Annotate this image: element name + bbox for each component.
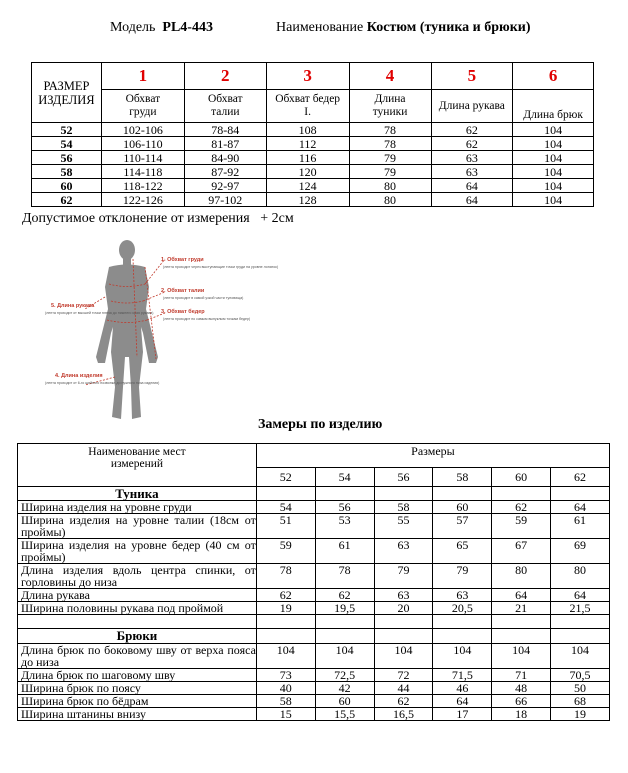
measurement-name: Ширина половины рукава под проймой <box>18 602 257 615</box>
col-num: 4 <box>349 63 431 90</box>
measurement-value: 16,5 <box>374 708 433 721</box>
measurement-value: 63 <box>374 539 433 564</box>
measurement-value: 73 <box>256 669 315 682</box>
measurement-value: 104 <box>433 644 492 669</box>
col-num: 3 <box>266 63 349 90</box>
size-cell: 60 <box>32 179 102 193</box>
col-label: Длина брюк <box>513 90 594 123</box>
measurement-value: 17 <box>433 708 492 721</box>
label-title: 1. Обхват груди <box>161 257 204 263</box>
empty-cell <box>315 487 374 501</box>
measurement-value: 64 <box>433 695 492 708</box>
name-value: Костюм (туника и брюки) <box>366 20 531 35</box>
tolerance-note <box>22 211 294 227</box>
value-cell: 114-118 <box>101 165 184 179</box>
empty-cell <box>18 615 257 629</box>
tolerance-value: + 2см <box>260 211 294 226</box>
value-cell: 62 <box>431 123 513 137</box>
col-label: Обхват груди <box>101 90 184 123</box>
model-label: Модель <box>110 20 156 35</box>
value-cell: 122-126 <box>101 193 184 207</box>
section-title: Брюки <box>18 629 257 644</box>
measurement-name: Ширина изделия на уровне бедер (40 см от проймы) <box>18 539 257 564</box>
measurement-value: 63 <box>374 589 433 602</box>
size-cell: 54 <box>32 137 102 151</box>
measurement-value: 60 <box>315 695 374 708</box>
measurement-row <box>18 682 610 695</box>
value-cell: 104 <box>513 179 594 193</box>
value-cell: 78-84 <box>184 123 266 137</box>
section-row <box>18 487 610 501</box>
empty-cell <box>551 487 610 501</box>
measurement-value: 48 <box>492 682 551 695</box>
col-num: 5 <box>431 63 513 90</box>
measurement-value: 59 <box>256 539 315 564</box>
value-cell: 120 <box>266 165 349 179</box>
name-line <box>276 20 531 36</box>
measurement-value: 71 <box>492 669 551 682</box>
measurement-value: 70,5 <box>551 669 610 682</box>
measurement-value: 50 <box>551 682 610 695</box>
measurement-value: 55 <box>374 514 433 539</box>
measurement-value: 44 <box>374 682 433 695</box>
value-cell: 84-90 <box>184 151 266 165</box>
measurement-value: 78 <box>315 564 374 589</box>
size-col-header: 62 <box>551 468 610 487</box>
sizes-header: Размеры <box>256 444 609 468</box>
measurement-value: 53 <box>315 514 374 539</box>
measurement-value: 62 <box>315 589 374 602</box>
measurement-value: 58 <box>374 501 433 514</box>
empty-cell <box>374 487 433 501</box>
size-table <box>31 62 594 207</box>
value-cell: 118-122 <box>101 179 184 193</box>
value-cell: 116 <box>266 151 349 165</box>
size-row <box>32 123 594 137</box>
size-table-label-row <box>32 90 594 123</box>
silhouette-icon <box>96 240 158 419</box>
measurement-value: 59 <box>492 514 551 539</box>
size-cell: 62 <box>32 193 102 207</box>
measurement-value: 67 <box>492 539 551 564</box>
size-cell: 56 <box>32 151 102 165</box>
measurement-name: Длина брюк по шаговому шву <box>18 669 257 682</box>
label-title: 2. Обхват талии <box>161 288 205 294</box>
empty-cell <box>315 615 374 629</box>
value-cell: 108 <box>266 123 349 137</box>
empty-cell <box>256 487 315 501</box>
size-col-header: 58 <box>433 468 492 487</box>
measurement-value: 104 <box>551 644 610 669</box>
measurement-value: 51 <box>256 514 315 539</box>
value-cell: 78 <box>349 137 431 151</box>
measurement-value: 46 <box>433 682 492 695</box>
measurement-value: 63 <box>433 589 492 602</box>
value-cell: 124 <box>266 179 349 193</box>
size-row <box>32 179 594 193</box>
size-cell: 52 <box>32 123 102 137</box>
body-measurement-figure <box>45 237 285 422</box>
section-row <box>18 629 610 644</box>
measurement-row <box>18 644 610 669</box>
measurement-value: 61 <box>551 514 610 539</box>
empty-cell <box>315 629 374 644</box>
size-col-header: 56 <box>374 468 433 487</box>
empty-cell <box>492 629 551 644</box>
value-cell: 64 <box>431 179 513 193</box>
measurement-value: 80 <box>551 564 610 589</box>
value-cell: 128 <box>266 193 349 207</box>
empty-cell <box>551 615 610 629</box>
col-num: 1 <box>101 63 184 90</box>
measurement-name: Ширина брюк по поясу <box>18 682 257 695</box>
measurement-value: 20 <box>374 602 433 615</box>
col-label: Обхват бедер I. <box>266 90 349 123</box>
meas-body <box>18 487 610 721</box>
measurement-value: 62 <box>256 589 315 602</box>
label-desc: (лента проходит через выступающие точки груди на уровне лопаток) <box>163 265 279 269</box>
measurement-name: Длина изделия вдоль центра спинки, от горловины до низа <box>18 564 257 589</box>
col-label: Длина рукава <box>431 90 513 123</box>
measurement-value: 57 <box>433 514 492 539</box>
measurement-value: 62 <box>374 695 433 708</box>
measurement-value: 20,5 <box>433 602 492 615</box>
empty-cell <box>433 629 492 644</box>
measurement-value: 104 <box>256 644 315 669</box>
measurement-value: 58 <box>256 695 315 708</box>
size-row <box>32 165 594 179</box>
measurement-row <box>18 564 610 589</box>
label-title: 5. Длина рукава <box>51 303 95 309</box>
measurement-value: 54 <box>256 501 315 514</box>
size-row <box>32 137 594 151</box>
measurement-value: 66 <box>492 695 551 708</box>
measurement-value: 21 <box>492 602 551 615</box>
measurement-value: 61 <box>315 539 374 564</box>
value-cell: 79 <box>349 151 431 165</box>
measurement-value: 18 <box>492 708 551 721</box>
value-cell: 64 <box>431 193 513 207</box>
measurement-value: 72,5 <box>315 669 374 682</box>
measurement-name: Длина рукава <box>18 589 257 602</box>
measurement-row <box>18 539 610 564</box>
value-cell: 87-92 <box>184 165 266 179</box>
value-cell: 79 <box>349 165 431 179</box>
measurement-value: 72 <box>374 669 433 682</box>
empty-cell <box>492 487 551 501</box>
measurement-value: 104 <box>315 644 374 669</box>
meas-header-row <box>18 444 610 468</box>
value-cell: 80 <box>349 179 431 193</box>
measurement-value: 79 <box>433 564 492 589</box>
measurement-name: Ширина брюк по бёдрам <box>18 695 257 708</box>
model-line <box>110 20 213 36</box>
model-value: PL4-443 <box>162 20 213 35</box>
measurement-value: 104 <box>374 644 433 669</box>
measurement-row <box>18 602 610 615</box>
empty-cell <box>433 615 492 629</box>
measurement-value: 56 <box>315 501 374 514</box>
value-cell: 104 <box>513 193 594 207</box>
figure-labels <box>45 256 278 385</box>
measurement-value: 64 <box>492 589 551 602</box>
tolerance-text: Допустимое отклонение от измерения <box>22 211 250 226</box>
col-num: 6 <box>513 63 594 90</box>
empty-cell <box>433 487 492 501</box>
size-row <box>32 193 594 207</box>
measurement-value: 42 <box>315 682 374 695</box>
value-cell: 62 <box>431 137 513 151</box>
measurement-row <box>18 695 610 708</box>
value-cell: 102-106 <box>101 123 184 137</box>
value-cell: 112 <box>266 137 349 151</box>
size-col-header: 60 <box>492 468 551 487</box>
measurement-name: Ширина изделия на уровне талии (18см от проймы) <box>18 514 257 539</box>
measurement-value: 71,5 <box>433 669 492 682</box>
empty-cell <box>256 615 315 629</box>
value-cell: 110-114 <box>101 151 184 165</box>
value-cell: 80 <box>349 193 431 207</box>
empty-cell <box>374 615 433 629</box>
measurement-value: 21,5 <box>551 602 610 615</box>
spacer-row <box>18 615 610 629</box>
measurement-value: 64 <box>551 501 610 514</box>
measurement-value: 80 <box>492 564 551 589</box>
measurement-row <box>18 708 610 721</box>
measurement-value: 62 <box>492 501 551 514</box>
value-cell: 104 <box>513 151 594 165</box>
measurement-value: 79 <box>374 564 433 589</box>
value-cell: 81-87 <box>184 137 266 151</box>
measurement-value: 19 <box>256 602 315 615</box>
empty-cell <box>492 615 551 629</box>
measurement-value: 15,5 <box>315 708 374 721</box>
measurement-value: 60 <box>433 501 492 514</box>
measurement-name: Ширина изделия на уровне груди <box>18 501 257 514</box>
col-num: 2 <box>184 63 266 90</box>
measurement-value: 78 <box>256 564 315 589</box>
col-label: Длина туники <box>349 90 431 123</box>
value-cell: 78 <box>349 123 431 137</box>
size-col-header: 52 <box>256 468 315 487</box>
value-cell: 104 <box>513 137 594 151</box>
measurement-value: 68 <box>551 695 610 708</box>
size-table-body <box>32 123 594 207</box>
measurement-value: 104 <box>492 644 551 669</box>
measurement-row <box>18 514 610 539</box>
size-col-header: 54 <box>315 468 374 487</box>
measurements-table <box>17 443 610 721</box>
measurement-name: Ширина штанины внизу <box>18 708 257 721</box>
name-header: Наименование мест измерений <box>18 444 257 487</box>
size-header: РАЗМЕР ИЗДЕЛИЯ <box>32 63 102 123</box>
size-row <box>32 151 594 165</box>
value-cell: 106-110 <box>101 137 184 151</box>
measurement-value: 19 <box>551 708 610 721</box>
empty-cell <box>374 629 433 644</box>
measurement-value: 40 <box>256 682 315 695</box>
value-cell: 92-97 <box>184 179 266 193</box>
size-table-num-row <box>32 63 594 90</box>
value-cell: 104 <box>513 123 594 137</box>
value-cell: 97-102 <box>184 193 266 207</box>
value-cell: 63 <box>431 151 513 165</box>
empty-cell <box>551 629 610 644</box>
measurement-name: Длина брюк по боковому шву от верха пояса до низа <box>18 644 257 669</box>
measurement-value: 69 <box>551 539 610 564</box>
measurement-value: 65 <box>433 539 492 564</box>
section-title: Туника <box>18 487 257 501</box>
measurement-value: 19,5 <box>315 602 374 615</box>
col-label: Обхват талии <box>184 90 266 123</box>
label-title: 4. Длина изделия <box>55 373 103 379</box>
measurement-row <box>18 589 610 602</box>
label-desc: (лента проходит от высшей точки плеча до нижнего края рукава) <box>45 311 154 315</box>
label-desc: (лента проходит по самым выпуклым точкам бедер) <box>163 317 251 321</box>
value-cell: 104 <box>513 165 594 179</box>
label-desc: (лента проходит в самой узкой части туловища) <box>163 296 244 300</box>
measurements-title: Замеры по изделию <box>258 417 383 432</box>
empty-cell <box>256 629 315 644</box>
value-cell: 63 <box>431 165 513 179</box>
size-cell: 58 <box>32 165 102 179</box>
name-label: Наименование <box>276 20 364 35</box>
measurement-value: 15 <box>256 708 315 721</box>
measurement-row <box>18 669 610 682</box>
label-title: 3. Обхват бедер <box>161 309 205 315</box>
label-desc: (лента проходит от 6-го шейного позвонка до нужного низа изделия) <box>45 381 160 385</box>
measurement-value: 64 <box>551 589 610 602</box>
measurement-row <box>18 501 610 514</box>
